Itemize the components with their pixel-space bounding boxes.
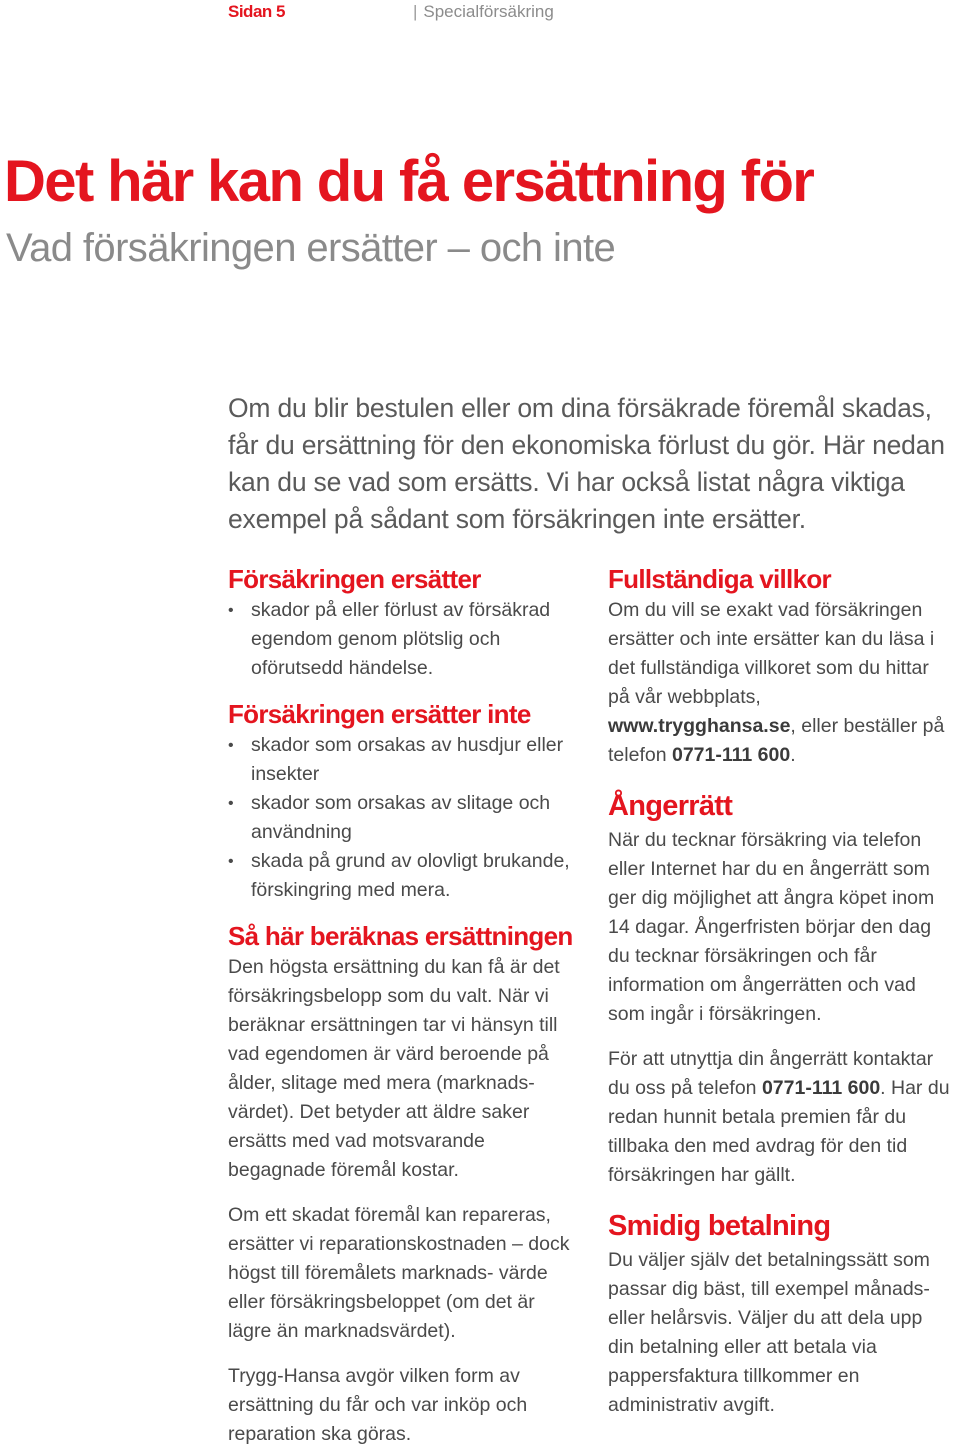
contact-text: För att utnyttja din ångerrätt kontaktar du oss på telefon [608, 1048, 934, 1099]
not-covers-heading: Försäkringen ersätter inte [228, 699, 531, 729]
section-name: Specialförsäkring [423, 2, 554, 21]
left-column [228, 562, 578, 1449]
header-separator: | [412, 2, 418, 21]
page-header [228, 2, 554, 24]
payment-heading: Smidig betalning [608, 1210, 831, 1242]
full-terms-heading: Fullständiga villkor [608, 564, 831, 594]
covers-list [228, 596, 578, 683]
cancellation-heading: Ångerrätt [608, 790, 733, 822]
settlement-paragraph: Trygg-Hansa avgör vilken form av ersättning du får och var inköp och reparation ska göras. [228, 1365, 528, 1445]
calculation-paragraph: Den högsta ersättning du kan få är det försäkringsbelopp som du valt. När vi beräknar ersättningen tar vi hänsyn till vad egendomen är värd beroende på ålder, slitage med mera (marknads- värdet). Det betyder att äldre saker ersätts med vad motsvarande begagnade föremål kostar. [228, 956, 560, 1181]
terms-text: . [790, 744, 796, 766]
covers-heading: Försäkringen ersätter [228, 564, 481, 594]
cancellation-paragraph: När du tecknar försäkring via telefon eller Internet har du en ångerrätt som ger dig möjlighet att ångra köpet inom 14 dagar. Ångerfristen börjar den dag du tecknar försäkringen och får information om ångerrätten och vad som ingår i försäkringen. [608, 829, 935, 1025]
list-item: • skador som orsakas av husdjur eller insekter [228, 731, 578, 789]
list-item: • skador på eller förlust av försäkrad egendom genom plötslig och oförutsedd händelse. [228, 596, 578, 683]
full-terms-paragraph [608, 596, 953, 770]
not-covers-list [228, 731, 578, 905]
cancellation-contact-paragraph [608, 1045, 953, 1190]
website-link[interactable]: www.trygghansa.se [608, 715, 791, 737]
phone-number[interactable]: 0771-111 600 [671, 744, 791, 766]
terms-text: Om du vill se exakt vad försäkringen ersätter och inte ersätter kan du läsa i det fullständiga villkoret som du hittar på vår webbplats, [608, 599, 935, 708]
payment-paragraph: Du väljer själv det betalningssätt som passar dig bäst, till exempel månads- eller helårsvis. Väljer du att dela upp din betalning eller att betala via pappersfaktura tillkommer en administrativ avgift. [608, 1249, 930, 1416]
page-number: Sidan 5 [228, 2, 285, 21]
page-subtitle: Vad försäkringen ersätter – och inte [6, 226, 616, 270]
calculation-heading: Så här beräknas ersättningen [228, 921, 573, 951]
repair-paragraph: Om ett skadat föremål kan repareras, ersätter vi reparationskostnaden – dock högst till föremålets marknads- värde eller försäkringsbeloppet (om det är lägre än marknadsvärdet). [228, 1204, 570, 1342]
list-item: • skador som orsakas av slitage och användning [228, 789, 578, 847]
contact-text: . Har du redan hunnit betala premien får du tillbaka den med avdrag för den tid försäkringen har gällt. [608, 1077, 950, 1186]
phone-number[interactable]: 0771-111 600 [761, 1077, 881, 1099]
list-item: • skada på grund av olovligt brukande, förskingring med mera. [228, 847, 578, 905]
terms-text: , eller beställer på telefon [608, 715, 945, 766]
page-title: Det här kan du få ersättning för [4, 149, 814, 214]
intro-paragraph: Om du blir bestulen eller om dina försäkrade föremål skadas, får du ersättning för den ekonomiska förlust du gör. Här nedan kan du se vad som ersätts. Vi har också listat några viktiga exempel på sådant som försäkringen inte ersätter. [228, 393, 945, 534]
right-column [608, 562, 953, 1420]
